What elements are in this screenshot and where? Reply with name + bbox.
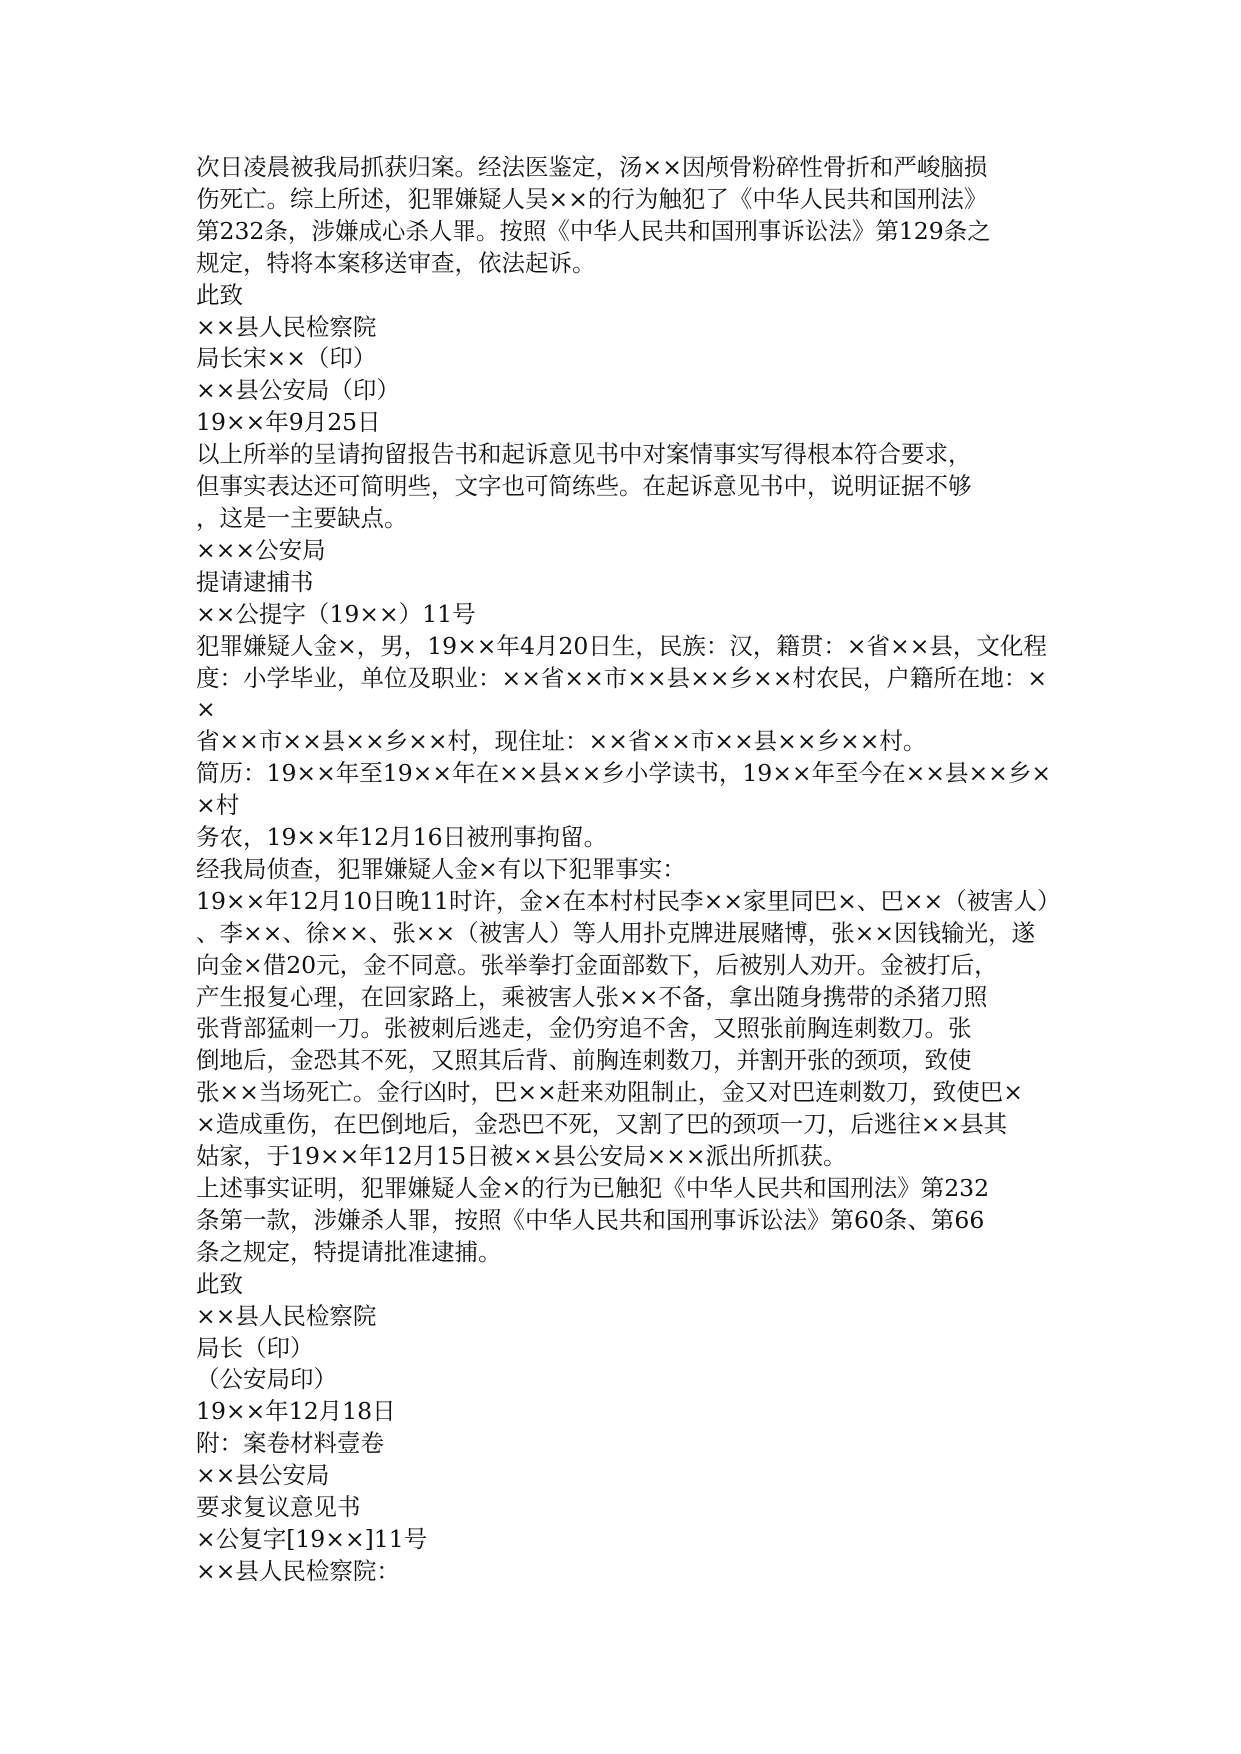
text-line: 务农，19××年12月16日被刑事拘留。 [196, 823, 608, 852]
heading-line: 要求复议意见书 [196, 1493, 361, 1522]
text-line: 产生报复心理，在回家路上，乘被害人张××不备，拿出随身携带的杀猪刀照 [196, 982, 988, 1011]
document-body [196, 152, 1061, 1588]
recipient-line: 局长（印） [196, 1333, 314, 1362]
text-line: 伤死亡。综上所述，犯罪嫌疑人吴××的行为触犯了《中华人民共和国刑法》 [196, 184, 988, 213]
text-line: 姑家，于19××年12月15日被××县公安局×××派出所抓获。 [196, 1142, 847, 1171]
heading-line: ××县公安局 [196, 1461, 330, 1490]
signature-line: （公安局印） [196, 1365, 337, 1394]
text-line: 以上所举的呈请拘留报告书和起诉意见书中对案情事实写得根本符合要求， [196, 440, 972, 469]
text-line: 倒地后，金恐其不死，又照其后背、前胸连刺数刀，并割开张的颈项，致使 [196, 1046, 972, 1075]
text-line: 但事实表达还可简明些，文字也可简练些。在起诉意见书中，说明证据不够 [196, 472, 972, 501]
text-line: 条之规定，特提请批准逮捕。 [196, 1237, 502, 1266]
document-number-line: ××公提字（19××）11号 [196, 599, 476, 628]
text-line: 第232条，涉嫌成心杀人罪。按照《中华人民共和国刑事诉讼法》第129条之 [196, 216, 991, 245]
text-line: ×造成重伤，在巴倒地后，金恐巴不死，又割了巴的颈项一刀，后逃往××县其 [196, 1110, 1008, 1139]
text-line: 条第一款，涉嫌杀人罪，按照《中华人民共和国刑事诉讼法》第60条、第66 [196, 1205, 985, 1234]
text-line: 规定，特将本案移送审查，依法起诉。 [196, 248, 596, 277]
text-line: 犯罪嫌疑人金×，男，19××年4月20日生，民族：汉，籍贯：×省××县，文化程 [196, 631, 1047, 660]
text-line: 张××当场死亡。金行凶时，巴××赶来劝阻制止，金又对巴连刺数刀，致使巴× [196, 1078, 1023, 1107]
text-line: 向金×借20元，金不同意。张举拳打金面部数下，后被别人劝开。金被打后， [196, 950, 998, 979]
text-line: 张背部猛刺一刀。张被刺后逃走，金仍穷追不舍，又照张前胸连刺数刀。张 [196, 1014, 972, 1043]
text-line: 19××年12月10日晚11时许，金×在本村村民李××家里同巴×、巴××（被害人） [196, 886, 1061, 915]
recipient-line: ××县人民检察院： [196, 1556, 400, 1585]
text-line: 次日凌晨被我局抓获归案。经法医鉴定，汤××因颅骨粉碎性骨折和严峻脑损 [196, 153, 988, 181]
date-line: 19××年9月25日 [196, 408, 381, 437]
signature-line: ××县公安局（印） [196, 376, 400, 405]
recipient-line: ××县人民检察院 [196, 312, 377, 341]
text-line: 、李××、徐××、张××（被害人）等人用扑克牌进展赌博，张××因钱输光，遂 [196, 918, 1036, 947]
text-line: 此致 [196, 1269, 243, 1298]
text-line: 简历：19××年至19××年在××县××乡小学读书，19××年至今在××县××乡××村 [196, 759, 1052, 820]
heading-line: ×××公安局 [196, 535, 326, 564]
text-line: 上述事实证明，犯罪嫌疑人金×的行为已触犯《中华人民共和国刑法》第232 [196, 1174, 990, 1202]
date-line: 19××年12月18日 [196, 1397, 396, 1426]
text-line: 经我局侦查，犯罪嫌疑人金×有以下犯罪事实： [196, 854, 686, 883]
salutation-line: 此致 [196, 280, 243, 309]
document-number-line: ×公复字[19××]11号 [196, 1524, 428, 1553]
text-line: 度：小学毕业，单位及职业：××省××市××县××乡××村农民，户籍所在地：×× [196, 663, 1048, 724]
heading-line: 提请逮捕书 [196, 567, 314, 596]
signature-line: 局长宋××（印） [196, 344, 377, 373]
salutation-line: ××县人民检察院 [196, 1301, 377, 1330]
text-line: 省××市××县××乡××村，现住址：××省××市××县××乡××村。 [196, 727, 927, 756]
attachment-line: 附：案卷材料壹卷 [196, 1429, 384, 1458]
text-line: ，这是一主要缺点。 [196, 503, 408, 532]
